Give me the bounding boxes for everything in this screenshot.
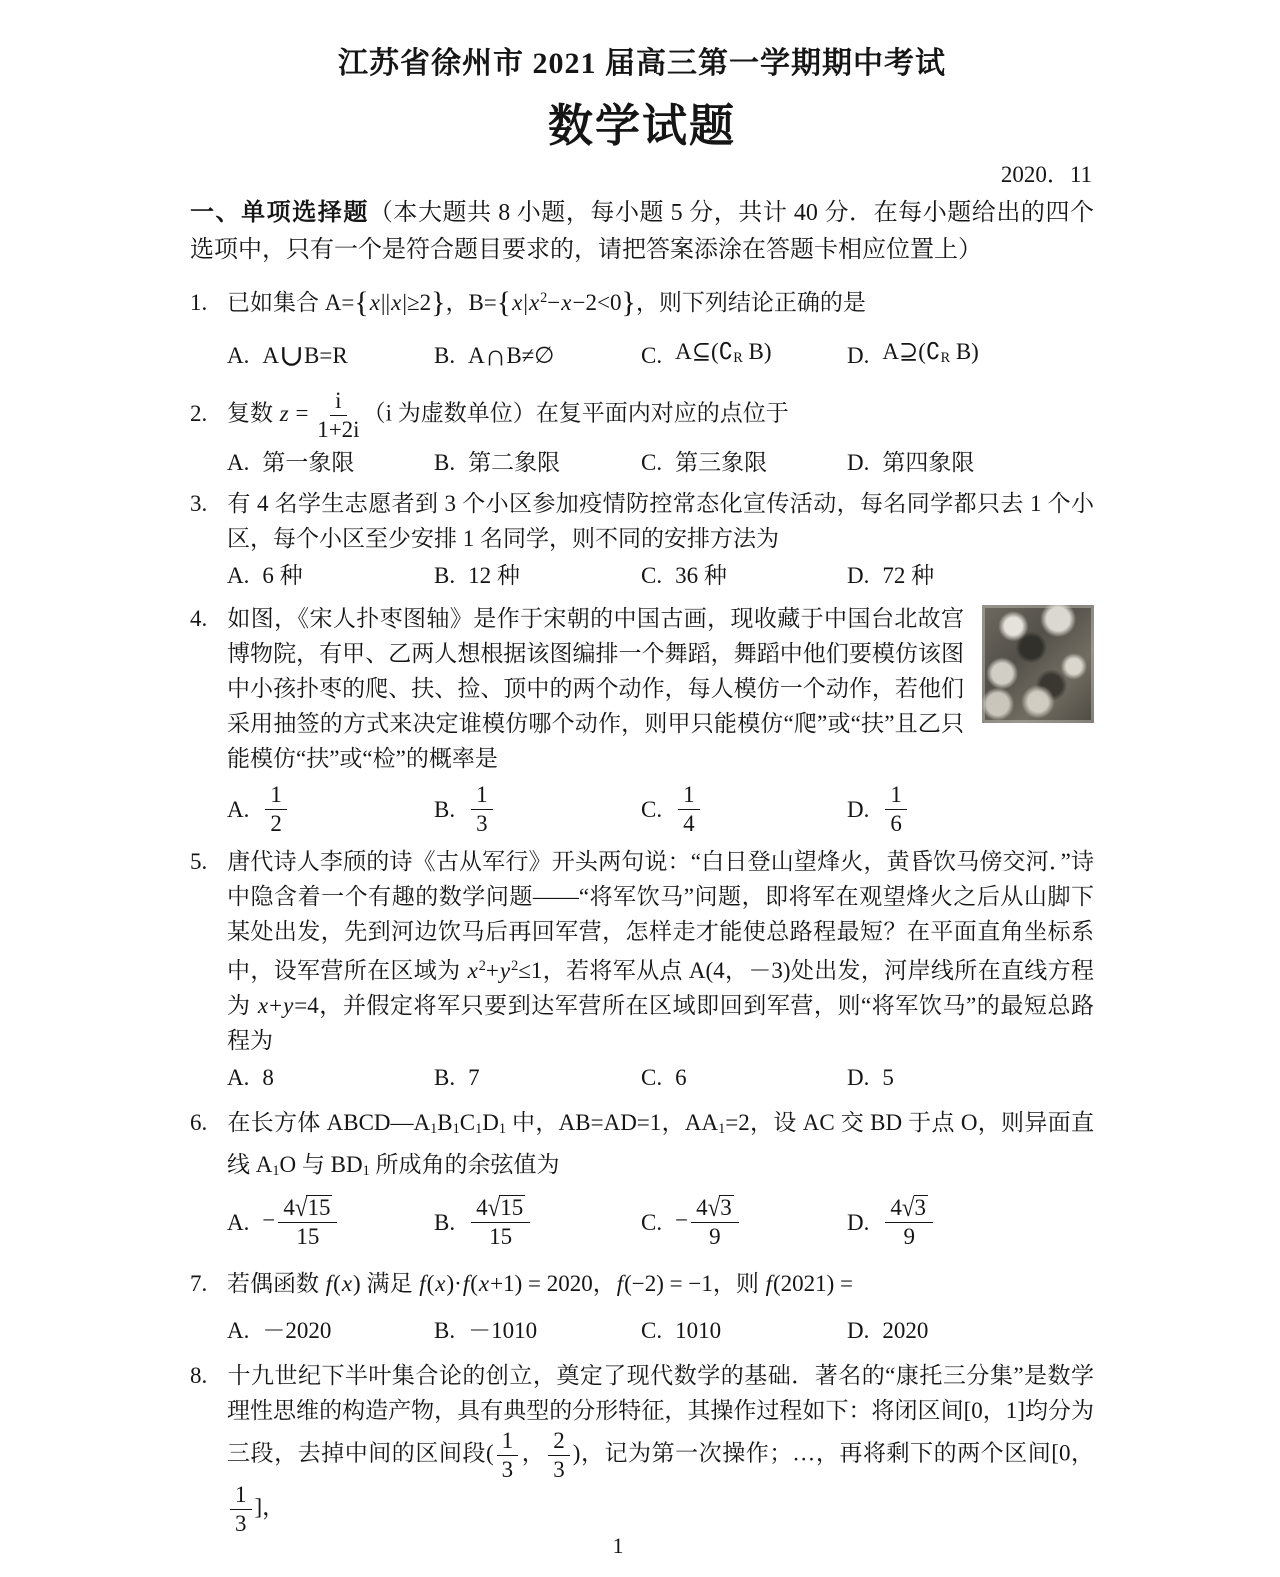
fraction	[471, 782, 493, 837]
option-label: C.	[641, 449, 663, 475]
option-a	[227, 558, 434, 593]
math-var: f	[325, 1270, 333, 1296]
option-content: − $\frac{4√3}{9}$	[675, 1195, 742, 1250]
math-var: x	[341, 1270, 353, 1296]
radical-sign: √	[294, 1193, 308, 1222]
option-content: 5	[882, 1065, 894, 1091]
option-c	[641, 558, 847, 593]
math-var: x	[528, 289, 540, 315]
option-d	[847, 1195, 1094, 1250]
question-stem: 6. 在长方体 $ABCD—A_1B_1C_1D_1$ 中，AB=AD=1，$AA_1=2$，设 AC 交 BD 于点 O，则异面直线 $A_1O$ 与 $BD_1$ 所成角的余弦值为	[190, 1105, 1094, 1189]
sqrt-radical	[487, 1193, 526, 1222]
question-number: 1.	[190, 289, 208, 315]
option-c	[641, 1060, 847, 1095]
exam-subtitle: 数学试题	[547, 101, 736, 151]
question-2	[190, 388, 1094, 480]
option-label: D.	[847, 342, 870, 368]
radical-sign: √	[487, 1193, 501, 1222]
question-6	[190, 1105, 1094, 1250]
section-label: 一、单项选择题	[190, 199, 369, 226]
option-label: C.	[641, 796, 663, 822]
math-var: f	[616, 1270, 624, 1296]
denominator: 2	[270, 810, 282, 836]
option-content	[262, 782, 290, 837]
subscript: 1	[718, 1121, 726, 1138]
option-content: A∪B=R	[262, 338, 348, 372]
question-number: 3.	[190, 490, 208, 516]
option-content: 6 种	[262, 562, 303, 588]
question-number: 7.	[190, 1270, 208, 1296]
option-label: D.	[847, 1317, 870, 1343]
sqrt-radical	[707, 1193, 734, 1222]
option-label: B.	[434, 1317, 456, 1343]
option-d	[847, 1060, 1094, 1095]
option-row	[227, 558, 1094, 593]
question-stem: 3. 有 4 名学生志愿者到 3 个小区参加疫情防控常态化宣传活动，每名同学都只去 1 个小区，每个小区至少安排 1 名同学，则不同的安排方法为	[190, 486, 1094, 556]
option-label: B.	[434, 1065, 456, 1091]
option-b	[434, 782, 641, 837]
question-number: 5.	[190, 849, 208, 875]
option-a	[227, 782, 434, 837]
option-label: D.	[847, 1210, 870, 1236]
math-var: x	[369, 289, 380, 315]
radicand: 15	[307, 1195, 331, 1221]
option-a	[227, 1195, 434, 1250]
option-content	[675, 782, 703, 837]
fraction	[497, 1428, 519, 1483]
option-row	[227, 1313, 1094, 1348]
question-stem: 5. 唐代诗人李颀的诗《古从军行》开头两句说：“白日登山望烽火，黄昏饮马傍交河．”诗中隐含着一个有趣的数学问题——“将军饮马”问题，即将军在观望烽火之后从山脚下某处出发，先到河边饮马后再回军营，怎样走才能使总路程最短？在平面直角坐标系中，设军营所在区域为 $x^2+y^2\le 1$，若将军从点 A(4，－3)处出发，河岸线所在直线方程为 x+y=4，并假定将军只要到达军营所在区域即回到军营，则“将军饮马”的最短总路程为	[190, 844, 1094, 1058]
radicand: 3	[914, 1195, 926, 1221]
option-label: B.	[434, 796, 456, 822]
fraction	[230, 1482, 252, 1537]
math-var: f	[765, 1270, 772, 1296]
math-var: z	[279, 400, 289, 426]
question-stem: 8. 十九世纪下半叶集合论的创立，奠定了现代数学的基础．著名的“康托三分集”是数学理性思维的构造产物，具有典型的分形特征，其操作过程如下：将闭区间[0，1]均分为三段，去掉中间的区间段( $\frac{1}{3}$ ， $\frac{2}{3}$ )，记为第一次操作；…，再将剩下的两个区间[0， $\frac{1}{3}$ ]，	[190, 1358, 1094, 1537]
denominator: 6	[890, 810, 902, 836]
option-label: B.	[434, 1210, 456, 1236]
superscript: 2	[511, 958, 519, 975]
subscript: R	[733, 350, 743, 367]
numerator: 4√3	[885, 1195, 933, 1223]
option-label: C.	[641, 342, 663, 368]
sqrt-radical	[901, 1193, 928, 1222]
option-d	[847, 334, 1094, 376]
denominator: 3	[553, 1456, 565, 1482]
subscript: 1	[452, 1121, 460, 1138]
page-number: 1	[612, 1533, 624, 1558]
option-label: B.	[434, 449, 456, 475]
option-d	[847, 1313, 1094, 1348]
option-content: 第二象限	[468, 449, 561, 475]
big-symbol: ∪	[279, 338, 305, 372]
question-4	[190, 601, 1094, 837]
option-content: 第一象限	[262, 449, 355, 475]
subscript: 1	[272, 1163, 280, 1180]
option-row	[227, 1195, 1094, 1250]
numerator: 4√3	[691, 1195, 739, 1223]
option-b	[434, 445, 641, 480]
numerator: 1	[265, 782, 287, 810]
math-var: x	[478, 1270, 490, 1296]
option-b	[434, 558, 641, 593]
math-var: x	[467, 958, 478, 984]
denominator: 9	[709, 1224, 721, 1250]
song-painting-image	[982, 605, 1094, 723]
option-b	[434, 1060, 641, 1095]
option-c	[641, 782, 847, 837]
exam-title: 江苏省徐州市 2021 届高三第一学期期中考试	[338, 47, 946, 80]
fraction	[317, 388, 359, 443]
option-label: A.	[227, 1065, 250, 1091]
denominator: 3	[476, 810, 488, 836]
subscript: 1	[498, 1121, 506, 1138]
sqrt-radical	[294, 1193, 333, 1222]
option-content: A∩B≠∅	[468, 338, 555, 372]
section-heading	[190, 194, 1094, 269]
option-d	[847, 558, 1094, 593]
big-symbol: {	[496, 286, 512, 320]
fraction	[885, 782, 907, 837]
question-5	[190, 844, 1094, 1095]
math-var: x	[391, 289, 402, 315]
math-var: y	[283, 993, 294, 1019]
math-var: f	[419, 1270, 426, 1296]
option-row	[227, 334, 1094, 376]
option-label: A.	[227, 342, 250, 368]
subscript: 1	[430, 1121, 438, 1138]
option-b	[434, 1313, 641, 1348]
option-content: －1010	[468, 1317, 538, 1343]
option-label: B.	[434, 562, 456, 588]
section-desc: （本大题共 8 小题，每小题 5 分，共计 40 分．在每小题给出的四个选项中，只有一个是符合题目要求的，请把答案添涂在答题卡相应位置上）	[190, 200, 1095, 263]
option-label: C.	[641, 1065, 663, 1091]
subscript: R	[940, 350, 951, 367]
option-content: $A⊇(∁_R$ B)	[882, 339, 979, 367]
question-8	[190, 1358, 1094, 1537]
question-number: 2.	[190, 400, 208, 426]
question-7	[190, 1266, 1094, 1348]
option-content: 2020	[882, 1317, 929, 1343]
option-d	[847, 445, 1094, 480]
math-var: x	[435, 1270, 446, 1296]
denominator: 4	[683, 810, 695, 836]
math-var: x	[257, 993, 269, 1019]
option-label: A.	[227, 796, 250, 822]
fraction	[471, 1195, 530, 1250]
option-label: C.	[641, 562, 663, 588]
subscript: 1	[362, 1163, 370, 1180]
math-var: x	[512, 289, 523, 315]
option-content: $A⊆(∁_R$ B)	[675, 339, 772, 367]
option-content: 第四象限	[882, 449, 975, 475]
question-number: 6.	[190, 1110, 208, 1136]
big-symbol: }	[431, 286, 446, 320]
option-label: B.	[434, 342, 456, 368]
radical-sign: √	[707, 1193, 721, 1222]
question-3	[190, 486, 1094, 593]
fraction	[691, 1195, 739, 1250]
option-b	[434, 1195, 641, 1250]
numerator: 1	[885, 782, 907, 810]
option-content: − $\frac{4√15}{15}$	[262, 1195, 340, 1250]
big-symbol: ∩	[484, 338, 507, 372]
fraction	[678, 782, 700, 837]
option-c	[641, 334, 847, 376]
option-label: A.	[227, 449, 250, 475]
question-stem: 2. 复数 z = $\frac{i}{1+2i}$ （i 为虚数单位）在复平面内对应的点位于	[190, 388, 789, 443]
option-c	[641, 445, 847, 480]
numerator: 1	[471, 782, 493, 810]
big-symbol: {	[354, 286, 369, 320]
denominator: 1+2i	[317, 417, 360, 443]
option-content: 72 种	[882, 562, 935, 588]
option-content	[468, 782, 496, 837]
big-symbol: }	[621, 286, 636, 320]
option-label: D.	[847, 1065, 870, 1091]
denominator: 15	[489, 1224, 513, 1250]
numerator: 4√15	[278, 1195, 337, 1223]
option-content: 7	[468, 1065, 480, 1091]
question-number: 4.	[190, 605, 208, 631]
math-var: f	[462, 1270, 470, 1296]
denominator: 9	[903, 1224, 915, 1250]
denominator: 3	[501, 1456, 514, 1482]
option-label: D.	[847, 562, 870, 588]
exam-date: 2020．11	[1000, 162, 1092, 187]
option-a	[227, 338, 434, 373]
option-label: D.	[847, 449, 870, 475]
option-label: C.	[641, 1317, 663, 1343]
option-content: 8	[262, 1065, 274, 1091]
question-stem: 1. 已如集合 A={x||x|≥2}，$B=\{x|x^2-x-2<0\}$，则下列结论正确的是	[190, 286, 866, 320]
numerator: i	[330, 388, 346, 416]
option-content: 12 种	[468, 562, 520, 588]
numerator: 1	[678, 782, 700, 810]
question-number: 8.	[190, 1362, 208, 1388]
option-content	[882, 1195, 936, 1250]
option-d	[847, 782, 1094, 837]
option-c	[641, 1313, 847, 1348]
option-row	[227, 1060, 1094, 1095]
subscript: 1	[475, 1121, 483, 1138]
question-stem: 4. 如图，《宋人扑枣图轴》是作于宋朝的中国古画，现收藏于中国台北故宫博物院，有甲、乙两人想根据该图编排一个舞蹈，舞蹈中他们要模仿该图中小孩扑枣的爬、扶、捡、顶中的两个动作，每人模仿一个动作，若他们采用抽签的方式来决定谁模仿哪个动作，则甲只能模仿“爬”或“扶”且乙只能模仿“扶”或“检”的概率是	[190, 601, 1094, 776]
option-c	[641, 1195, 847, 1250]
option-a	[227, 445, 434, 480]
option-a	[227, 1060, 434, 1095]
math-var: y	[499, 958, 511, 984]
superscript: 2	[478, 958, 486, 975]
option-label: A.	[227, 562, 250, 588]
option-b	[434, 338, 641, 373]
option-content: 36 种	[675, 562, 727, 588]
option-content: 1010	[675, 1317, 722, 1343]
superscript: 2	[540, 290, 548, 306]
option-row	[227, 445, 1094, 480]
math-var: x	[561, 289, 572, 315]
option-label: A.	[227, 1317, 250, 1343]
option-content: 第三象限	[675, 449, 768, 475]
denominator: 15	[296, 1224, 320, 1250]
option-content: －2020	[262, 1317, 332, 1343]
radicand: 15	[500, 1195, 524, 1221]
question-1	[190, 281, 1094, 376]
numerator: 1	[230, 1482, 252, 1510]
option-content	[882, 782, 910, 837]
radical-sign: √	[901, 1193, 915, 1222]
question-list	[190, 281, 1094, 1537]
option-content	[468, 1195, 533, 1250]
numerator: 4√15	[471, 1195, 530, 1223]
radicand: 3	[720, 1195, 732, 1221]
option-label: A.	[227, 1210, 250, 1236]
fraction	[885, 1195, 933, 1250]
fraction	[548, 1428, 570, 1483]
option-a	[227, 1313, 434, 1348]
option-label: C.	[641, 1210, 663, 1236]
option-content: 6	[675, 1065, 687, 1091]
fraction	[265, 782, 287, 837]
numerator: 1	[497, 1428, 519, 1456]
numerator: 2	[548, 1428, 570, 1456]
fraction	[278, 1195, 337, 1250]
question-stem: 7. 若偶函数 f(x) 满足 f(x)·f(x+1) = 2020，f(−2) = −1，则 f(2021) =	[190, 1266, 1094, 1301]
option-row	[227, 782, 1094, 837]
denominator: 3	[235, 1511, 247, 1537]
option-label: D.	[847, 796, 870, 822]
